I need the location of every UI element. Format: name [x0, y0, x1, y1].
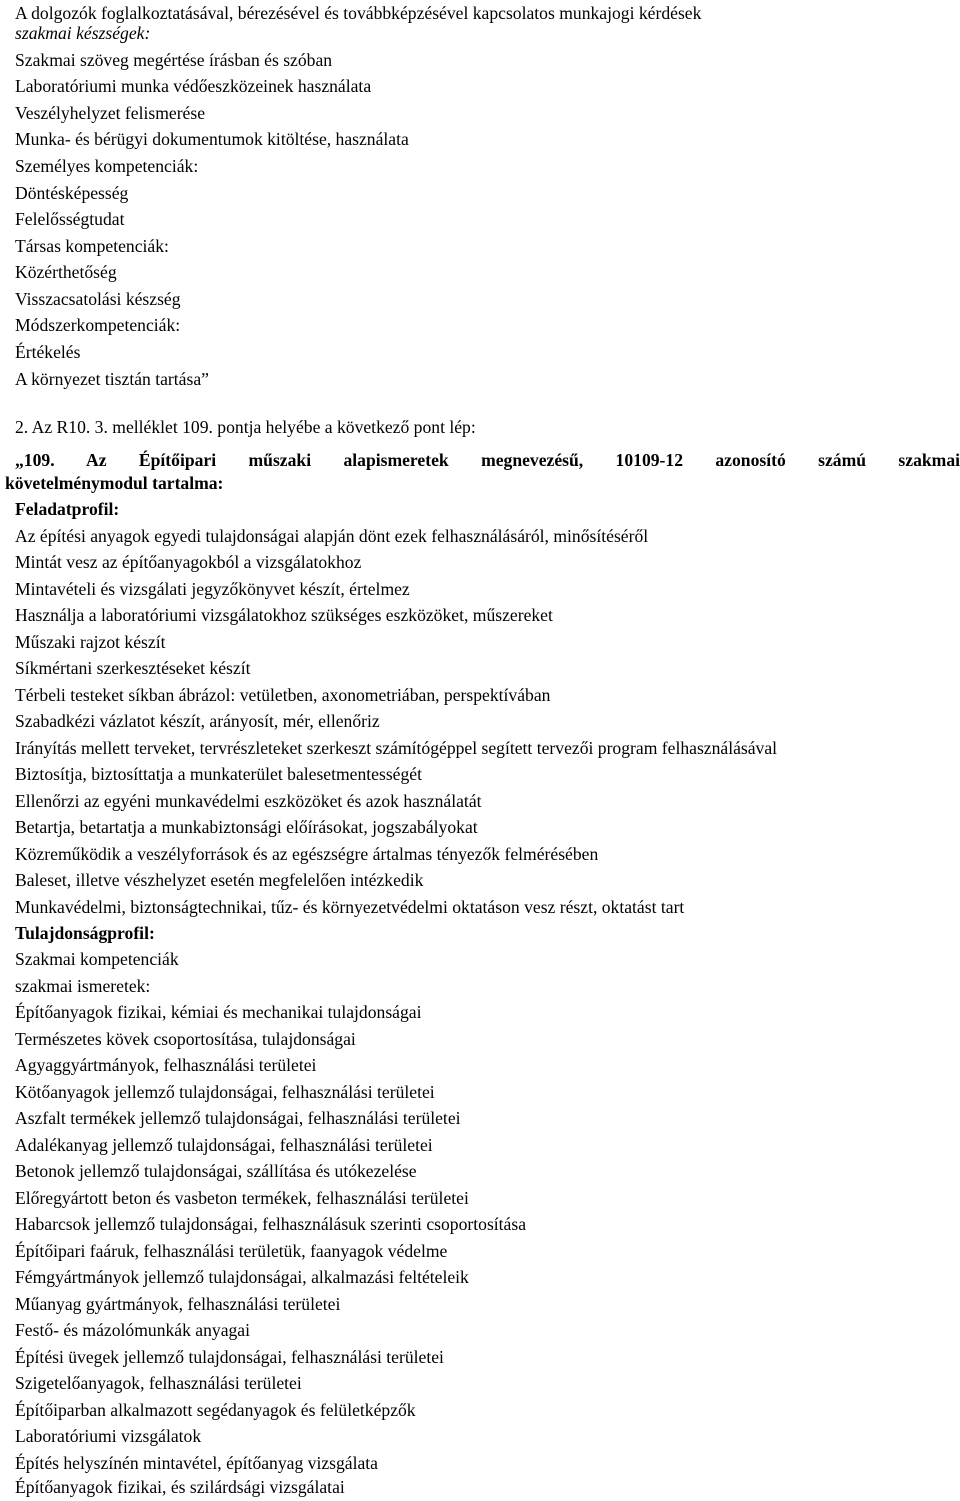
list-item: A környezet tisztán tartása” — [15, 369, 209, 389]
list-item: Felelősségtudat — [15, 209, 125, 229]
list-item: Előregyártott beton és vasbeton termékek, felhasználási területei — [15, 1188, 469, 1208]
list-item: Biztosítja, biztosíttatja a munkaterület balesetmentességét — [15, 764, 422, 784]
list-item: Visszacsatolási készség — [15, 289, 181, 309]
list-item: Síkmértani szerkesztéseket készít — [15, 658, 251, 678]
subheading-szakmai-ismeretek: szakmai ismeretek: — [15, 976, 151, 996]
module-heading-line-1: „109. Az Építőipari műszaki alapismeretek megnevezésű, 10109-12 azonosító számú szakmai — [15, 450, 960, 470]
list-item: Munkavédelmi, biztonságtechnikai, tűz- és környezetvédelmi oktatáson vesz részt, oktatást tart — [15, 897, 685, 917]
list-item: Térbeli testeket síkban ábrázol: vetületben, axonometriában, perspektívában — [15, 685, 551, 705]
list-item: Laboratóriumi vizsgálatok — [15, 1426, 202, 1446]
amendment-intro: 2. Az R10. 3. melléklet 109. pontja helyébe a következő pont lép: — [15, 417, 476, 437]
list-item: Kötőanyagok jellemző tulajdonságai, felhasználási területei — [15, 1082, 435, 1102]
list-item: Betonok jellemző tulajdonságai, szállítása és utókezelése — [15, 1161, 417, 1181]
subheading-modszerkompetenciak: Módszerkompetenciák: — [15, 315, 181, 335]
list-item: Agyaggyártmányok, felhasználási területei — [15, 1055, 317, 1075]
list-item: Építőipari faáruk, felhasználási területük, faanyagok védelme — [15, 1241, 448, 1261]
list-item: Mintát vesz az építőanyagokból a vizsgálatokhoz — [15, 552, 362, 572]
list-item: Természetes kövek csoportosítása, tulajdonságai — [15, 1029, 356, 1049]
list-item: Fémgyártmányok jellemző tulajdonságai, alkalmazási feltételeik — [15, 1267, 469, 1287]
list-item: Építés helyszínén mintavétel, építőanyag vizsgálata — [15, 1453, 378, 1473]
list-item: Értékelés — [15, 342, 81, 362]
list-item: Adalékanyag jellemző tulajdonságai, felhasználási területei — [15, 1135, 433, 1155]
list-item: Szigetelőanyagok, felhasználási területei — [15, 1373, 302, 1393]
list-item: Közérthetőség — [15, 262, 117, 282]
list-item: Építőanyagok fizikai, kémiai és mechanikai tulajdonságai — [15, 1002, 422, 1022]
list-item: Aszfalt termékek jellemző tulajdonságai, felhasználási területei — [15, 1108, 461, 1128]
list-item: Betartja, betartatja a munkabiztonsági előírásokat, jogszabályokat — [15, 817, 478, 837]
list-item: Építési üvegek jellemző tulajdonságai, felhasználási területei — [15, 1347, 444, 1367]
text-line-work-law-questions: A dolgozók foglalkoztatásával, bérezésével és továbbképzésével kapcsolatos munkajogi kérdések — [15, 3, 702, 23]
list-item: Döntésképesség — [15, 183, 129, 203]
list-item: Szakmai szöveg megértése írásban és szóban — [15, 50, 333, 70]
list-item: Munka- és bérügyi dokumentumok kitöltése, használata — [15, 129, 409, 149]
list-item: Közreműködik a veszélyforrások és az egészségre ártalmas tényezők felmérésében — [15, 844, 599, 864]
tulajdonsagprofil-heading: Tulajdonságprofil: — [15, 923, 155, 943]
list-item: Szabadkézi vázlatot készít, arányosít, mér, ellenőriz — [15, 711, 380, 731]
list-item: Műanyag gyártmányok, felhasználási területei — [15, 1294, 341, 1314]
subheading-tarsas-kompetenciak: Társas kompetenciák: — [15, 236, 169, 256]
list-item: Festő- és mázolómunkák anyagai — [15, 1320, 251, 1340]
list-item: Veszélyhelyzet felismerése — [15, 103, 206, 123]
list-item: Habarcsok jellemző tulajdonságai, felhasználásuk szerinti csoportosítása — [15, 1214, 527, 1234]
list-item: Az építési anyagok egyedi tulajdonságai alapján dönt ezek felhasználásáról, minősítéséről — [15, 526, 649, 546]
subheading-szemelyes-kompetenciak: Személyes kompetenciák: — [15, 156, 199, 176]
list-item: Mintavételi és vizsgálati jegyzőkönyvet készít, értelmez — [15, 579, 410, 599]
module-heading-line-2: követelménymodul tartalma: — [5, 473, 224, 493]
list-item: Laboratóriumi munka védőeszközeinek használata — [15, 76, 372, 96]
list-item: Baleset, illetve vészhelyzet esetén megfelelően intézkedik — [15, 870, 424, 890]
list-item: Építőiparban alkalmazott segédanyagok és felületképzők — [15, 1400, 416, 1420]
list-item: Ellenőrzi az egyéni munkavédelmi eszközöket és azok használatát — [15, 791, 482, 811]
list-item: Építőanyagok fizikai, és szilárdsági vizsgálatai — [15, 1477, 345, 1497]
subheading-szakmai-kompetenciak: Szakmai kompetenciák — [15, 949, 179, 969]
feladatprofil-heading: Feladatprofil: — [15, 499, 120, 519]
list-item: Használja a laboratóriumi vizsgálatokhoz szükséges eszközöket, műszereket — [15, 605, 553, 625]
subheading-szakmai-keszsegek: szakmai készségek: — [15, 23, 151, 43]
list-item: Műszaki rajzot készít — [15, 632, 166, 652]
list-item: Irányítás mellett terveket, tervrészleteket szerkeszt számítógéppel segített tervezői program felhasználásával — [15, 738, 778, 758]
